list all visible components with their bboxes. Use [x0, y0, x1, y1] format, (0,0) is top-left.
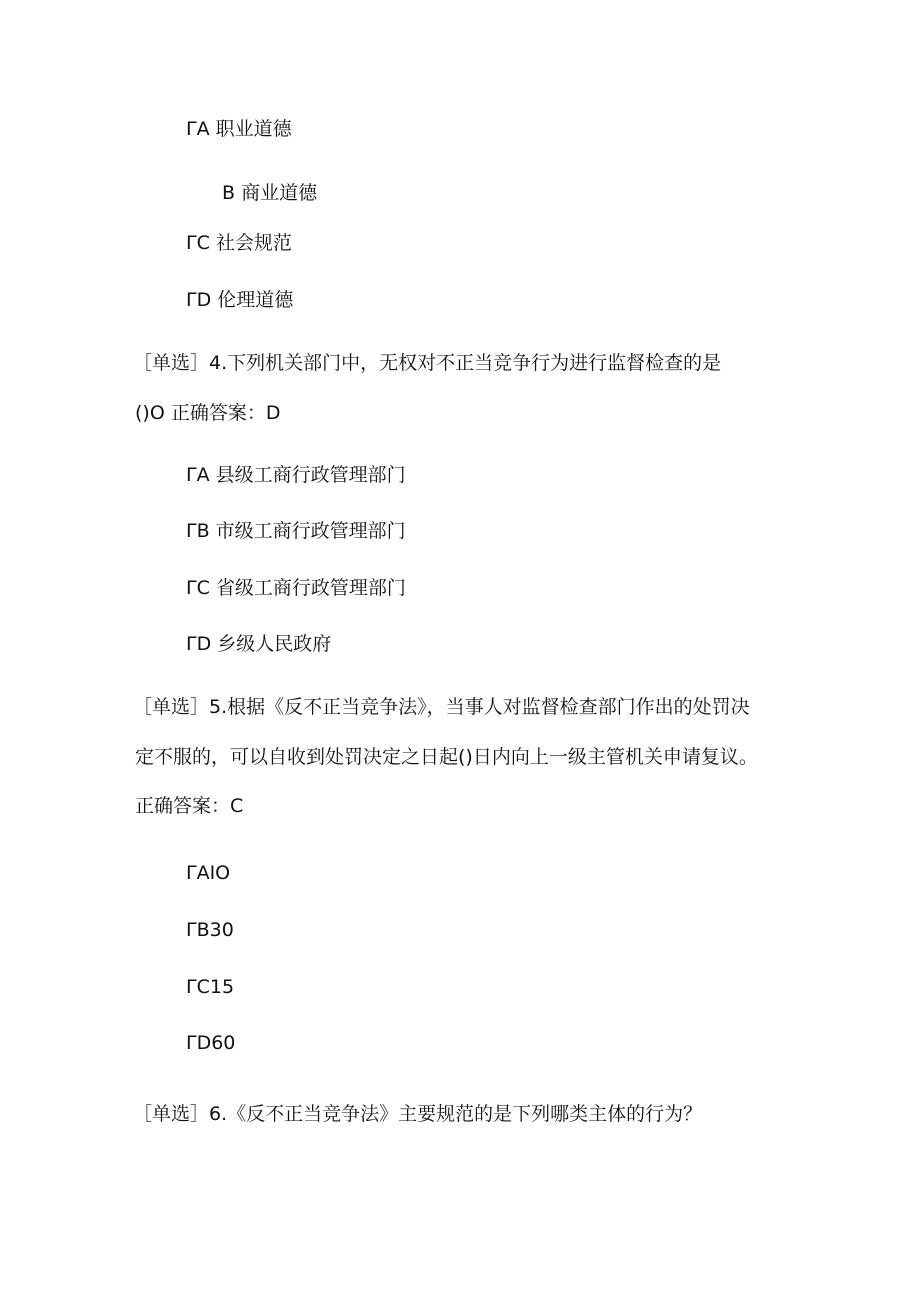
- q5-answer: 正确答案：C: [135, 795, 244, 817]
- q5-stem-line2: 定不服的，可以自收到处罚决定之日起()日内向上一级主管机关申请复议。: [135, 746, 758, 768]
- q4-stem: ［单选］4.下列机关部门中，无权对不正当竞争行为进行监督检查的是: [133, 352, 722, 374]
- q3-option-c[interactable]: ΓC 社会规范: [186, 232, 292, 254]
- q3-option-a[interactable]: ΓA 职业道德: [186, 118, 292, 140]
- q3-option-d[interactable]: ΓD 伦理道德: [186, 289, 294, 311]
- q4-option-a[interactable]: ΓA 县级工商行政管理部门: [186, 464, 406, 486]
- q4-option-d[interactable]: ΓD 乡级人民政府: [186, 633, 332, 655]
- q5-option-b[interactable]: ΓB30: [186, 919, 234, 941]
- q5-stem-line1: ［单选］5.根据《反不正当竞争法》，当事人对监督检查部门作出的处罚决: [133, 696, 750, 718]
- q4-option-c[interactable]: ΓC 省级工商行政管理部门: [186, 577, 406, 599]
- q5-option-c[interactable]: ΓC15: [186, 976, 235, 998]
- q4-answer: ()O 正确答案：D: [135, 402, 281, 424]
- q4-option-b[interactable]: ΓB 市级工商行政管理部门: [186, 520, 406, 542]
- q6-stem: ［单选］6.《反不正当竞争法》主要规范的是下列哪类主体的行为？: [133, 1103, 703, 1125]
- q5-option-a[interactable]: ΓAIO: [186, 862, 231, 884]
- q3-option-b[interactable]: B 商业道德: [222, 182, 318, 204]
- q5-option-d[interactable]: ΓD60: [186, 1032, 236, 1054]
